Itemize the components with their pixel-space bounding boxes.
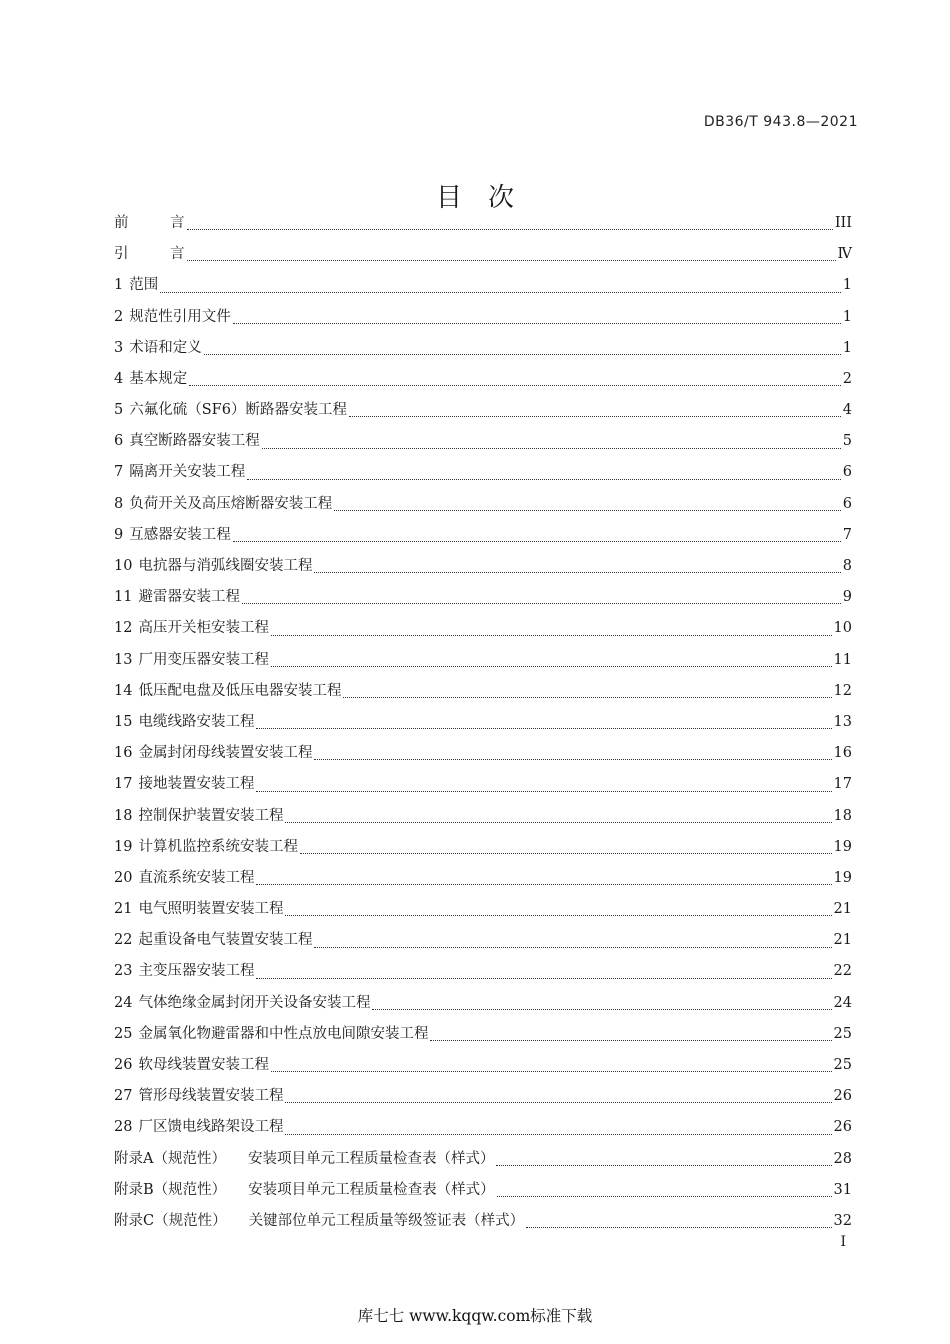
toc-entry-page: 9 (842, 589, 852, 606)
toc-entry-title (114, 364, 187, 395)
toc-entry-number: 20 (114, 869, 133, 886)
toc-entry-page: Ⅳ (837, 246, 852, 263)
toc-entry-number: 3 (114, 339, 124, 356)
toc-entry[interactable] (114, 957, 852, 988)
toc-entry-page: 25 (833, 1025, 852, 1042)
toc-entry[interactable] (114, 1112, 852, 1143)
page-title: 目次 (435, 183, 540, 214)
toc-entry-text: 厂区馈电线路架设工程 (138, 1119, 284, 1136)
toc-entry[interactable] (114, 1050, 852, 1081)
toc-entry-page: 24 (833, 994, 852, 1011)
toc-dot-leader (349, 416, 841, 417)
toc-entry-title (114, 270, 158, 301)
toc-entry-title (114, 707, 254, 738)
toc-entry-text: 电气照明装置安装工程 (138, 901, 284, 918)
toc-entry[interactable] (114, 676, 852, 707)
toc-entry-number: 9 (114, 526, 124, 543)
toc-entry-number: 4 (114, 370, 124, 387)
toc-entry-title-char: 言 (170, 246, 185, 263)
toc-entry-text: 互感器安装工程 (129, 526, 231, 543)
toc-entry-page: 1 (842, 308, 852, 325)
toc-entry-number: 17 (114, 776, 133, 793)
toc-entry-number: 26 (114, 1057, 133, 1074)
toc-entry[interactable] (114, 582, 852, 613)
toc-entry-page: 10 (833, 620, 852, 637)
toc-entry[interactable] (114, 863, 852, 894)
toc-entry-text: 安装项目单元工程质量检查表（样式） (247, 1150, 495, 1167)
toc-entry[interactable] (114, 208, 852, 239)
toc-dot-leader (430, 1040, 831, 1041)
toc-entry-text: 安装项目单元工程质量检查表（样式） (248, 1181, 495, 1198)
toc-entry-number: 11 (114, 589, 133, 606)
toc-entry[interactable] (114, 333, 852, 364)
toc-dot-leader (314, 759, 831, 760)
toc-entry-text: 接地装置安装工程 (138, 776, 255, 793)
toc-entry-number: 5 (114, 402, 124, 419)
toc-entry-page: 31 (833, 1181, 852, 1198)
toc-entry[interactable] (114, 707, 852, 738)
toc-entry-text: 高压开关柜安装工程 (138, 620, 269, 637)
toc-entry-text: 气体绝缘金属封闭开关设备安装工程 (138, 994, 371, 1011)
toc-dot-leader (343, 697, 831, 698)
toc-entry-text: 规范性引用文件 (129, 308, 231, 325)
toc-entry-page: 12 (833, 682, 852, 699)
toc-entry-text: 管形母线装置安装工程 (138, 1088, 284, 1105)
toc-entry-title (114, 1144, 494, 1175)
toc-entry[interactable] (114, 645, 852, 676)
toc-entry-page: 16 (833, 745, 852, 762)
toc-entry-text: 术语和定义 (129, 339, 202, 356)
toc-entry-title (114, 333, 202, 364)
toc-entry-page: 11 (833, 651, 852, 668)
toc-entry-text: 负荷开关及高压熔断器安装工程 (129, 495, 333, 512)
toc-dot-leader (334, 510, 841, 511)
toc-dot-leader (187, 229, 833, 230)
toc-dot-leader (497, 1196, 832, 1197)
toc-entry-title (114, 1206, 524, 1237)
toc-entry-text: 低压配电盘及低压电器安装工程 (138, 682, 342, 699)
toc-entry-text: 控制保护装置安装工程 (138, 807, 284, 824)
toc-entry-text: 起重设备电气装置安装工程 (138, 932, 313, 949)
toc-entry[interactable] (114, 364, 852, 395)
toc-dot-leader (285, 915, 831, 916)
toc-dot-leader (372, 1009, 831, 1010)
toc-entry-title-char: 言 (170, 214, 185, 231)
toc-entry-number: 15 (114, 713, 133, 730)
toc-dot-leader (256, 791, 831, 792)
toc-entry-title (114, 676, 341, 707)
toc-entry-number: 2 (114, 308, 124, 325)
toc-entry-title (114, 1019, 428, 1050)
toc-entry-title (114, 769, 254, 800)
toc-entry-page: 2 (842, 370, 852, 387)
toc-dot-leader (256, 978, 831, 979)
toc-entry-title (114, 1112, 283, 1143)
toc-dot-leader (242, 603, 841, 604)
toc-entry-page: 21 (833, 901, 852, 918)
toc-entry-number: 19 (114, 838, 133, 855)
toc-entry-number: 21 (114, 901, 133, 918)
toc-entry-title (114, 925, 312, 956)
toc-entry-number: 7 (114, 464, 124, 481)
toc-entry-page: 4 (842, 402, 852, 419)
toc-entry-number: 27 (114, 1088, 133, 1105)
toc-entry[interactable] (114, 894, 852, 925)
toc-entry-page: 28 (833, 1150, 852, 1167)
toc-dot-leader (160, 292, 841, 293)
toc-entry-title (114, 520, 231, 551)
page-number: I (840, 1234, 846, 1250)
toc-dot-leader (233, 541, 841, 542)
toc-entry-number: 16 (114, 745, 133, 762)
toc-dot-leader (233, 323, 841, 324)
toc-entry[interactable] (114, 1206, 852, 1237)
toc-entry-text: 范围 (129, 277, 159, 294)
toc-entry-number: 13 (114, 651, 133, 668)
toc-dot-leader (285, 822, 831, 823)
toc-entry-title (114, 302, 231, 333)
toc-entry-title (114, 988, 370, 1019)
toc-entry-page: 6 (842, 495, 852, 512)
toc-entry-number: 1 (114, 277, 124, 294)
toc-dot-leader (314, 947, 831, 948)
toc-dot-leader (187, 260, 836, 261)
toc-entry-page: III (834, 214, 852, 231)
toc-entry-text: 隔离开关安装工程 (129, 464, 246, 481)
toc-entry-title (114, 457, 245, 488)
toc-entry-title (114, 832, 298, 863)
toc-entry-title (114, 239, 185, 270)
toc-entry-title (114, 956, 254, 987)
toc-entry-title (114, 1050, 269, 1081)
toc-entry-page: 8 (842, 558, 852, 575)
toc-entry-title (114, 551, 312, 582)
toc-dot-leader (256, 884, 831, 885)
toc-dot-leader (189, 385, 841, 386)
toc-entry[interactable] (114, 239, 852, 270)
toc-entry[interactable] (114, 302, 852, 333)
toc-dot-leader (314, 572, 840, 573)
toc-entry[interactable] (114, 769, 852, 800)
toc-dot-leader (271, 635, 832, 636)
toc-entry-page: 26 (833, 1088, 852, 1105)
toc-entry-text: 六氟化硫（SF6）断路器安装工程 (129, 402, 347, 419)
toc-entry[interactable] (114, 988, 852, 1019)
toc-dot-leader (204, 354, 841, 355)
toc-entry-text: 金属氧化物避雷器和中性点放电间隙安装工程 (138, 1025, 429, 1042)
toc-entry[interactable] (114, 1175, 852, 1206)
toc-entry-text: 基本规定 (129, 370, 188, 387)
toc-entry-page: 25 (833, 1057, 852, 1074)
toc-dot-leader (247, 479, 841, 480)
toc-dot-leader (256, 728, 831, 729)
toc-entry-title (114, 426, 260, 457)
toc-entry-title (114, 801, 283, 832)
toc-entry[interactable] (114, 1081, 852, 1112)
toc-entry-page: 32 (833, 1212, 852, 1229)
toc-entry-title (114, 613, 269, 644)
toc-entry[interactable] (114, 1144, 852, 1175)
toc-appendix-label: 附录A（规范性） (114, 1150, 226, 1167)
toc-entry-page: 13 (833, 713, 852, 730)
toc-entry-text: 金属封闭母线装置安装工程 (138, 745, 313, 762)
toc-entry-title (114, 1175, 495, 1206)
toc-entry[interactable] (114, 489, 852, 520)
toc-dot-leader (271, 1071, 832, 1072)
toc-entry-text: 避雷器安装工程 (138, 589, 240, 606)
toc-entry[interactable] (114, 832, 852, 863)
toc-dot-leader (285, 1102, 831, 1103)
toc-entry-text: 真空断路器安装工程 (129, 433, 260, 450)
toc-entry-number: 12 (114, 620, 133, 637)
toc-entry-number: 18 (114, 807, 133, 824)
toc-entry-number: 14 (114, 682, 133, 699)
toc-entry-text: 厂用变压器安装工程 (138, 651, 269, 668)
toc-entry-title (114, 208, 185, 239)
toc-entry[interactable] (114, 551, 852, 582)
toc-entry-page: 21 (833, 932, 852, 949)
toc-entry-page: 19 (833, 869, 852, 886)
toc-entry-text: 软母线装置安装工程 (138, 1057, 269, 1074)
footer-watermark: 库七七 www.kqqw.com标准下载 (357, 1307, 593, 1325)
toc-entry-text: 电抗器与消弧线圈安装工程 (138, 558, 313, 575)
toc-appendix-label: 附录C（规范性） (114, 1212, 227, 1229)
toc-entry-number: 22 (114, 932, 133, 949)
toc-entry[interactable] (114, 270, 852, 301)
toc-entry-number: 28 (114, 1119, 133, 1136)
toc-entry-number: 23 (114, 963, 133, 980)
toc-entry-page: 18 (833, 807, 852, 824)
toc-dot-leader (496, 1165, 831, 1166)
toc-entry[interactable] (114, 925, 852, 956)
toc-entry-number: 6 (114, 433, 124, 450)
toc-entry-page: 7 (842, 526, 852, 543)
toc-entry-text: 直流系统安装工程 (138, 869, 255, 886)
toc-entry[interactable] (114, 426, 852, 457)
toc-entry-page: 22 (833, 963, 852, 980)
toc-entry[interactable] (114, 395, 852, 426)
toc-entry-title (114, 863, 254, 894)
toc-entry-title (114, 489, 332, 520)
toc-dot-leader (526, 1227, 831, 1228)
toc-entry-title-char: 前 (114, 214, 129, 231)
toc-entry-number: 25 (114, 1025, 133, 1042)
toc-entry-text: 计算机监控系统安装工程 (138, 838, 298, 855)
toc-entry-page: 5 (842, 433, 852, 450)
toc-entry-page: 26 (833, 1119, 852, 1136)
toc-entry-text: 主变压器安装工程 (138, 963, 255, 980)
toc-dot-leader (262, 448, 841, 449)
toc-entry[interactable] (114, 458, 852, 489)
toc-entry[interactable] (114, 801, 852, 832)
toc-entry-number: 24 (114, 994, 133, 1011)
toc-entry-page: 1 (842, 339, 852, 356)
toc-entry-page: 1 (842, 277, 852, 294)
toc-entry-text: 电缆线路安装工程 (138, 713, 255, 730)
toc-entry-number: 8 (114, 495, 124, 512)
toc-entry-page: 6 (842, 464, 852, 481)
standard-code: DB36/T 943.8—2021 (703, 114, 858, 130)
toc-entry-number: 10 (114, 558, 133, 575)
toc-appendix-label: 附录B（规范性） (114, 1181, 227, 1198)
toc-dot-leader (300, 853, 832, 854)
toc-entry-title (114, 894, 283, 925)
toc-entry-page: 19 (833, 838, 852, 855)
toc-entry[interactable] (114, 1019, 852, 1050)
toc-entry-title (114, 582, 240, 613)
toc-entry[interactable] (114, 613, 852, 644)
toc-dot-leader (285, 1134, 831, 1135)
table-of-contents (114, 208, 852, 1237)
toc-entry-text: 关键部位单元工程质量等级签证表（样式） (248, 1212, 525, 1229)
toc-dot-leader (271, 666, 832, 667)
toc-entry[interactable] (114, 738, 852, 769)
toc-entry-title (114, 1081, 283, 1112)
toc-entry[interactable] (114, 520, 852, 551)
toc-entry-title (114, 738, 312, 769)
toc-entry-title (114, 395, 347, 426)
toc-entry-title-char: 引 (114, 246, 129, 263)
toc-entry-title (114, 645, 269, 676)
toc-entry-page: 17 (833, 776, 852, 793)
